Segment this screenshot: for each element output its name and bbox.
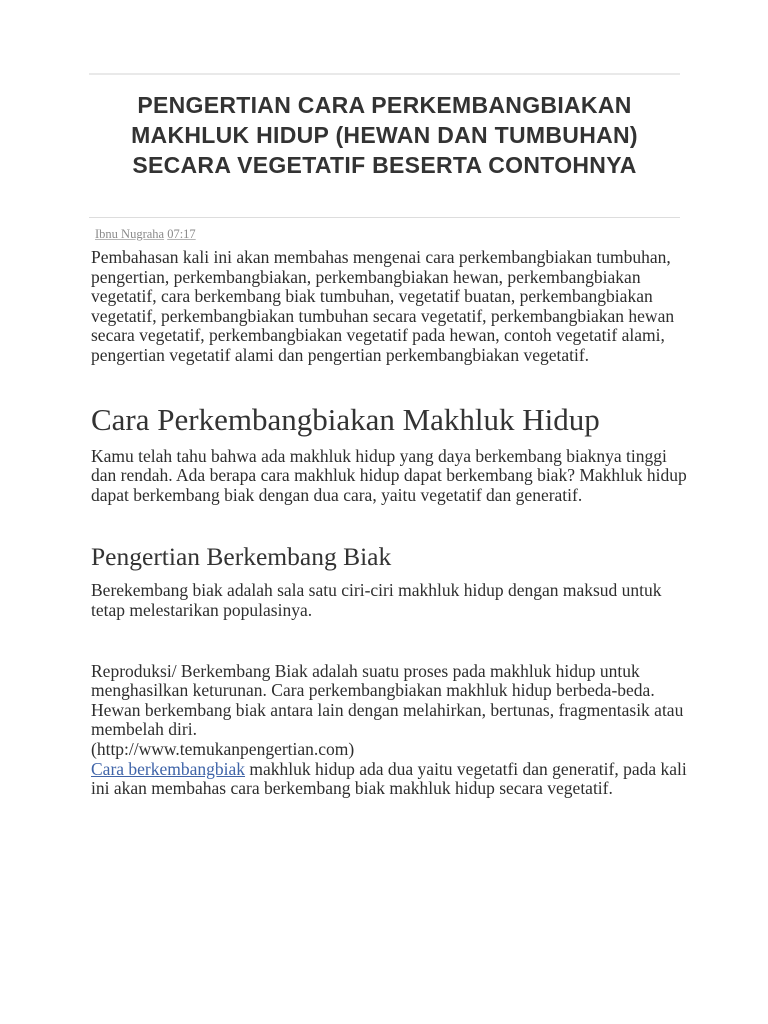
closing-text: makhluk hidup ada dua yaitu vegetatfi dan generatif, pada kali ini akan membahas cara berkembang biak makhluk hidup secara vegetatif.	[91, 758, 687, 799]
reproduction-paragraph: Reproduksi/ Berkembang Biak adalah suatu proses pada makhluk hidup untuk menghasilkan keturunan. Cara perkembangbiakan makhluk hidup berbeda-beda. Hewan berkembang biak antara lain dengan melahirkan, bertunas, fragmentasik atau membelah diri.	[91, 660, 684, 740]
section-cara-paragraph: Kamu telah tahu bahwa ada makhluk hidup yang daya berkembang biaknya tinggi dan rendah. Ada berapa cara makhluk hidup dapat berkembang biak? Makhluk hidup dapat berkembang biak dengan dua cara, yaitu vegetatif dan generatif.	[91, 445, 687, 505]
closing-paragraph	[91, 760, 691, 799]
section-heading-pengertian: Pengertian Berkembang Biak	[91, 542, 392, 572]
cara-berkembangbiak-link[interactable]: Cara berkembangbiak	[91, 758, 246, 779]
definition-paragraph: Berekembang biak adalah sala satu ciri-ciri makhluk hidup dengan maksud untuk tetap melestarikan populasinya.	[91, 580, 662, 620]
top-divider	[89, 73, 680, 75]
author-link[interactable]: Ibnu Nugraha	[95, 227, 165, 241]
timestamp-link[interactable]: 07:17	[167, 227, 196, 241]
intro-paragraph: Pembahasan kali ini akan membahas mengenai cara perkembangbiakan tumbuhan, pengertian, perkembangbiakan, perkembangbiakan hewan, perkembangbiakan vegetatif, cara berkembang biak tumbuhan, vegetatif buatan, perkembangbiakan vegetatif, perkembangbiakan tumbuhan secara vegetatif, perkembangbiakan hewan secara vegetatif, perkembangbiakan vegetatif pada hewan, contoh vegetatif alami, pengertian vegetatif alami dan pengertian perkembangbiakan vegetatif.	[91, 247, 675, 365]
section-heading-cara: Cara Perkembangbiakan Makhluk Hidup	[91, 401, 600, 437]
post-meta	[95, 227, 196, 242]
post-title: PENGERTIAN CARA PERKEMBANGBIAKAN MAKHLUK HIDUP (HEWAN DAN TUMBUHAN) SECARA VEGETATIF BESERTA CONTOHNYA	[131, 92, 638, 178]
post-body	[91, 248, 691, 799]
title-divider	[89, 217, 680, 218]
source-citation: (http://www.temukanpengertian.com)	[91, 738, 355, 759]
